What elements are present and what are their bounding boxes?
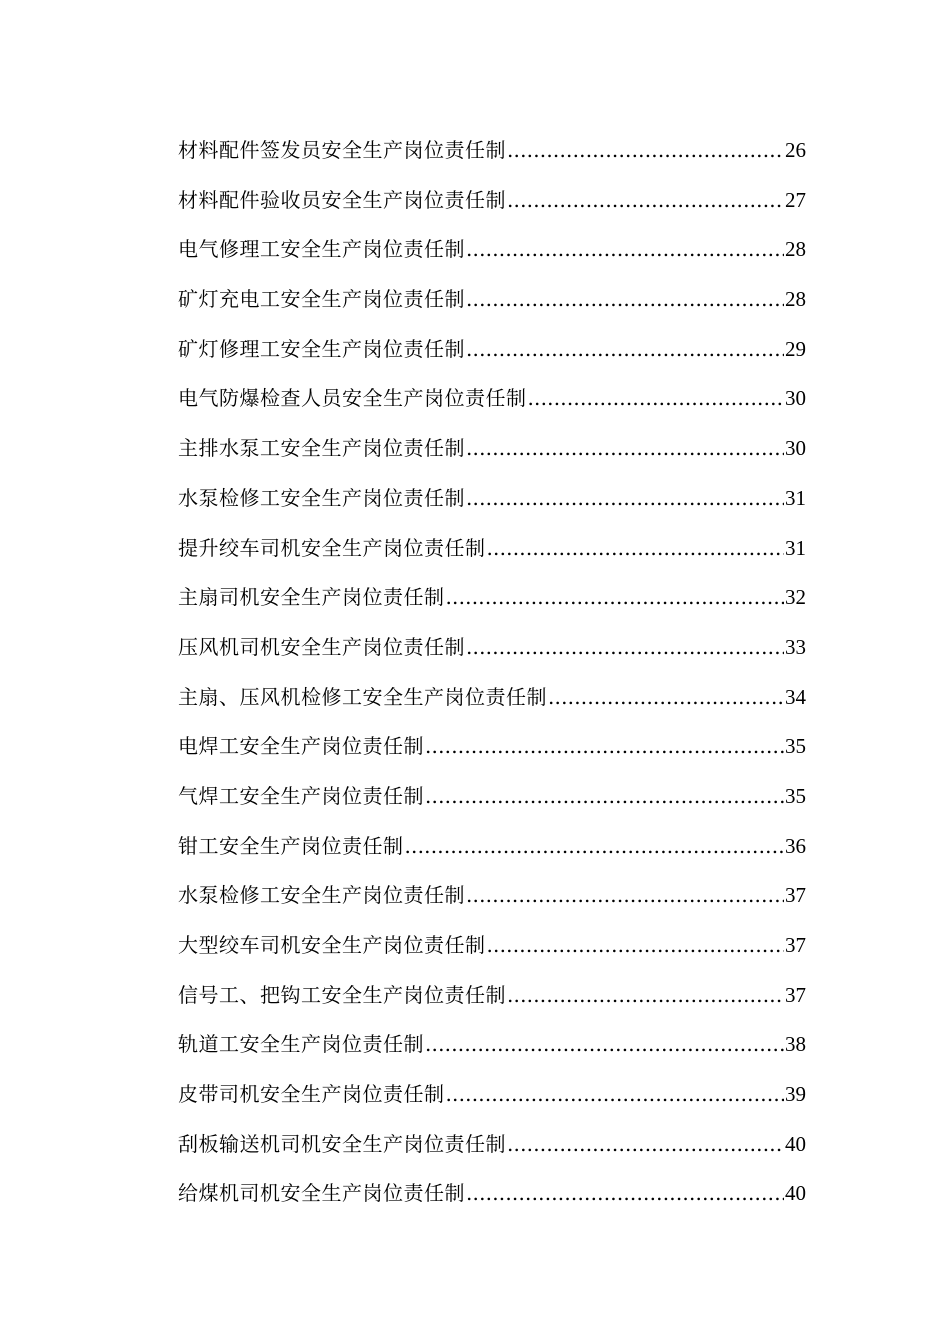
toc-page-number: 28 (785, 237, 806, 262)
toc-dot-leader (466, 424, 784, 474)
toc-dot-leader (548, 673, 784, 723)
toc-page-number: 40 (785, 1131, 806, 1156)
toc-entry[interactable] (178, 971, 806, 1021)
toc-entry[interactable] (178, 573, 806, 623)
toc-dot-leader (507, 176, 784, 226)
toc-dot-leader (487, 921, 785, 971)
toc-dot-leader (405, 822, 785, 872)
toc-dot-leader (466, 225, 784, 275)
toc-page-number: 35 (785, 734, 806, 759)
toc-entry[interactable] (178, 275, 806, 325)
toc-entry-title: 给煤机司机安全生产岗位责任制 (178, 1181, 465, 1206)
toc-entry[interactable] (178, 176, 806, 226)
toc-entry[interactable] (178, 1169, 806, 1219)
toc-entry-title: 钳工安全生产岗位责任制 (178, 833, 404, 858)
toc-entry-title: 压风机司机安全生产岗位责任制 (178, 634, 465, 659)
toc-entry-title: 电焊工安全生产岗位责任制 (178, 734, 424, 759)
toc-entry-title: 主排水泵工安全生产岗位责任制 (178, 436, 465, 461)
toc-page-number: 26 (785, 138, 806, 162)
toc-entry-title: 电气修理工安全生产岗位责任制 (178, 237, 465, 262)
toc-page-number: 39 (785, 1082, 806, 1107)
toc-dot-leader (507, 971, 784, 1021)
toc-dot-leader (425, 772, 784, 822)
toc-dot-leader (425, 722, 784, 772)
toc-entry[interactable] (178, 623, 806, 673)
toc-entry[interactable] (178, 325, 806, 375)
toc-dot-leader (466, 275, 784, 325)
toc-page-number: 40 (785, 1181, 806, 1206)
toc-page-number: 34 (785, 684, 806, 709)
toc-page-number: 30 (785, 386, 806, 411)
toc-page-number: 28 (785, 287, 806, 312)
toc-entry-title: 水泵检修工安全生产岗位责任制 (178, 485, 465, 510)
toc-dot-leader (466, 623, 784, 673)
toc-entry[interactable] (178, 126, 806, 176)
toc-entry-title: 材料配件验收员安全生产岗位责任制 (178, 187, 506, 212)
toc-entry-title: 信号工、把钩工安全生产岗位责任制 (178, 982, 506, 1007)
toc-entry[interactable] (178, 524, 806, 574)
toc-entry-title: 水泵检修工安全生产岗位责任制 (178, 883, 465, 908)
toc-dot-leader (446, 1070, 785, 1120)
toc-entry-title: 材料配件签发员安全生产岗位责任制 (178, 138, 506, 162)
toc-dot-leader (466, 325, 784, 375)
toc-page-number: 38 (785, 1032, 806, 1057)
toc-entry-title: 电气防爆检查人员安全生产岗位责任制 (178, 386, 527, 411)
toc-dot-leader (507, 1120, 784, 1170)
toc-page-number: 35 (785, 783, 806, 808)
toc-dot-leader (466, 871, 784, 921)
toc-dot-leader (446, 573, 785, 623)
toc-page-number: 29 (785, 336, 806, 361)
toc-dot-leader (466, 1169, 784, 1219)
toc-dot-leader (466, 474, 784, 524)
toc-entry-title: 矿灯修理工安全生产岗位责任制 (178, 336, 465, 361)
toc-dot-leader (487, 524, 785, 574)
toc-entry[interactable] (178, 772, 806, 822)
toc-page-number: 31 (785, 535, 806, 560)
toc-entry[interactable] (178, 1120, 806, 1170)
toc-page-number: 37 (785, 982, 806, 1007)
toc-page-number: 37 (785, 883, 806, 908)
toc-entry-title: 刮板输送机司机安全生产岗位责任制 (178, 1131, 506, 1156)
toc-entry-title: 主扇司机安全生产岗位责任制 (178, 585, 445, 610)
toc-dot-leader (425, 1020, 784, 1070)
toc-entry[interactable] (178, 424, 806, 474)
toc-entry[interactable] (178, 1020, 806, 1070)
toc-page-number: 33 (785, 634, 806, 659)
toc-entry-title: 皮带司机安全生产岗位责任制 (178, 1082, 445, 1107)
toc-entry[interactable] (178, 673, 806, 723)
toc-entry[interactable] (178, 722, 806, 772)
toc-entry[interactable] (178, 225, 806, 275)
toc-entry-title: 矿灯充电工安全生产岗位责任制 (178, 287, 465, 312)
toc-entry-title: 大型绞车司机安全生产岗位责任制 (178, 933, 486, 957)
toc-entry[interactable] (178, 871, 806, 921)
toc-entry[interactable] (178, 374, 806, 424)
toc-page-number: 32 (785, 585, 806, 610)
toc-entry-title: 主扇、压风机检修工安全生产岗位责任制 (178, 684, 547, 709)
toc-entry-title: 气焊工安全生产岗位责任制 (178, 783, 424, 808)
toc-entry[interactable] (178, 822, 806, 872)
table-of-contents (178, 126, 806, 1219)
toc-entry-title: 提升绞车司机安全生产岗位责任制 (178, 535, 486, 560)
toc-entry[interactable] (178, 474, 806, 524)
toc-entry-title: 轨道工安全生产岗位责任制 (178, 1032, 424, 1057)
toc-page-number: 36 (785, 833, 806, 858)
toc-dot-leader (528, 374, 785, 424)
toc-page-number: 27 (785, 187, 806, 212)
toc-dot-leader (507, 126, 784, 176)
toc-entry[interactable] (178, 921, 806, 971)
toc-page-number: 37 (785, 933, 806, 957)
toc-page-number: 31 (785, 485, 806, 510)
toc-page-number: 30 (785, 436, 806, 461)
toc-entry[interactable] (178, 1070, 806, 1120)
